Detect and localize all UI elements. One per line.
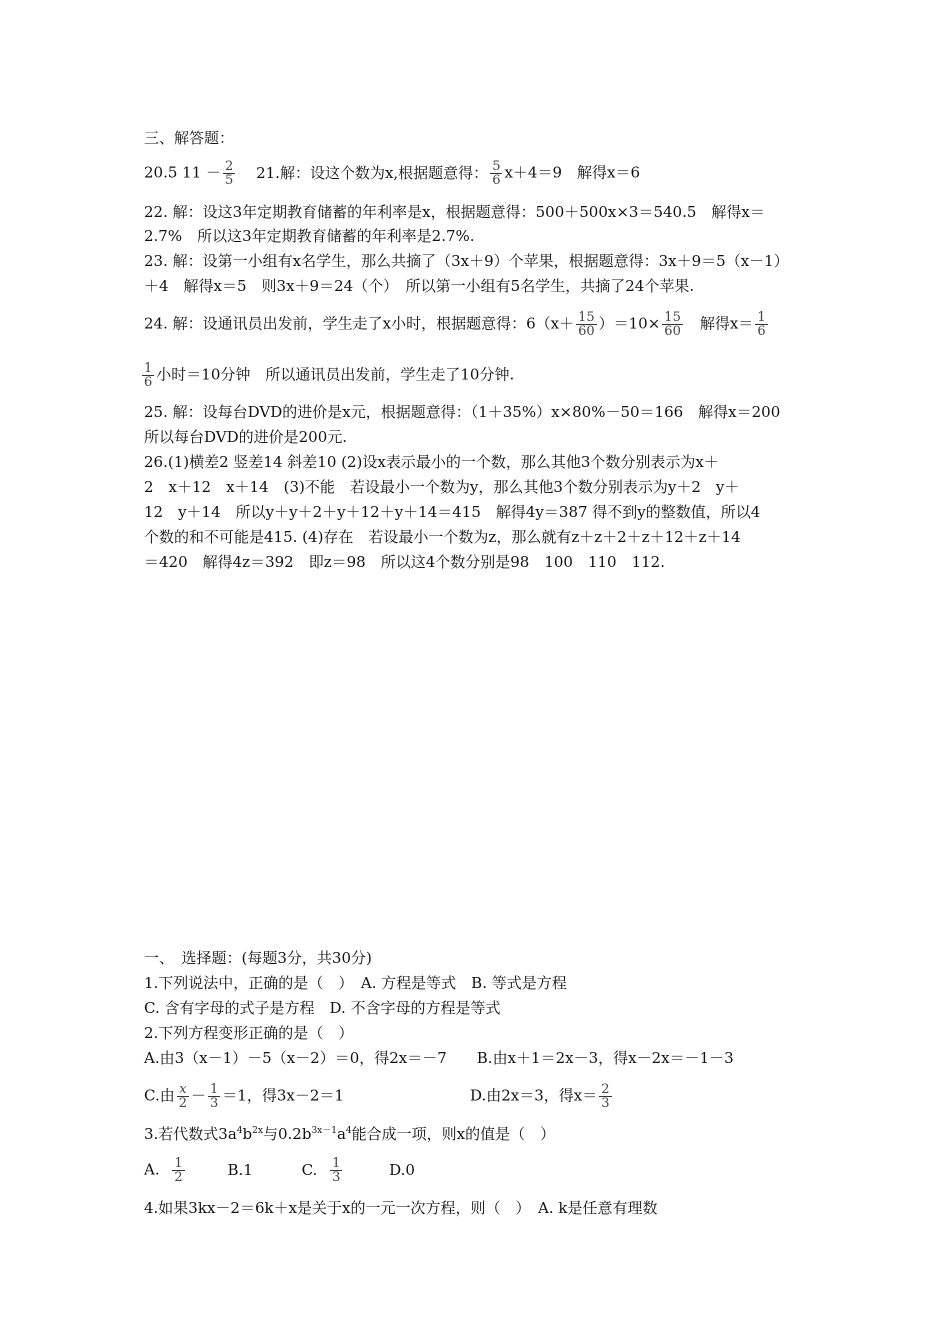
answer-26-line-5: ＝420 解得4z＝392 即z＝98 所以这4个数分别是98 100 110 112.: [144, 553, 665, 571]
question-2-option-d: [470, 1083, 614, 1110]
answer-23-line-1: 23. 解：设第一小组有x名学生，那么共摘了（3x＋9）个苹果，根据题意得：3x＋9＝5（x－1）: [144, 252, 789, 270]
fraction: $\frac{1}{3}$: [210, 1082, 219, 1111]
fraction: $\frac{1}{3}$: [332, 1156, 341, 1185]
question-2-option-c: [144, 1083, 344, 1110]
answer-26-line-4: 个数的和不可能是415. (4)存在 若设最小一个数为z，那么就有z＋z＋2＋z＋12＋z＋14: [144, 528, 741, 546]
option-a-label: A.: [144, 1160, 160, 1179]
answer-21-text: 21.解：设这个数为x,根据题意得：: [256, 163, 489, 182]
fraction: $\frac{1}{6}$: [144, 361, 153, 390]
minus-sign: －: [191, 1086, 207, 1105]
question-1: 1.下列说法中，正确的是（ ） A. 方程是等式 B. 等式是方程: [144, 974, 567, 992]
q3-text: 与0.2b: [262, 1125, 312, 1143]
fraction: $\frac{15}{60}$: [578, 310, 595, 339]
answer-24-text: 24. 解：设通讯员出发前，学生走了x小时，根据题意得：6（x＋: [144, 314, 575, 333]
option-d: D.0: [389, 1160, 415, 1179]
question-3-options: [144, 1157, 415, 1184]
fraction: $\frac{2}{5}$: [225, 159, 234, 188]
question-2: 2.下列方程变形正确的是（ ）: [144, 1024, 354, 1042]
answers-heading: 三、解答题：: [144, 129, 235, 147]
exponent: 4: [345, 1126, 352, 1136]
exponent: 4: [236, 1126, 243, 1136]
option-b: B.1: [227, 1160, 253, 1179]
fraction: $\frac{1}{2}$: [174, 1156, 183, 1185]
answer-line-20-21: [144, 160, 640, 187]
question-4: 4.如果3kx－2＝6k＋x是关于x的一元一次方程，则（ ） A. k是任意有理数: [144, 1199, 658, 1217]
answer-24-conclusion: 小时＝10分钟 所以通讯员出发前，学生走了10分钟.: [156, 365, 515, 384]
question-2-options-ab: A.由3（x－1）－5（x－2）＝0，得2x＝－7 B.由x＋1＝2x－3，得x－2x＝－1－3: [144, 1049, 734, 1067]
exponent: 3x－1: [311, 1126, 337, 1136]
answer-24-solve: 解得x＝: [684, 314, 754, 333]
answer-24-line-2: [142, 362, 514, 389]
option-c-label: C.由: [144, 1086, 175, 1105]
question-1-options: C. 含有字母的式子是方程 D. 不含字母的方程是等式: [144, 999, 501, 1017]
answer-25-line-2: 所以每台DVD的进价是200元.: [144, 428, 348, 446]
fraction: $\frac{1}{6}$: [757, 310, 766, 339]
answer-24-line-1: [144, 311, 770, 338]
answer-23-line-2: ＋4 解得x＝5 则3x＋9＝24（个） 所以第一小组有5名学生，共摘了24个苹果.: [144, 277, 695, 295]
fraction: $\frac{x}{2}$: [178, 1082, 187, 1111]
answer-21-equation: x＋4＝9 解得x＝6: [504, 163, 641, 182]
q3-text: a: [336, 1125, 346, 1143]
fraction: $\frac{5}{6}$: [492, 159, 501, 188]
answer-25-line-1: 25. 解：设每台DVD的进价是x元，根据题意得：（1＋35%）x×80%－50＝166 解得x＝200: [144, 403, 781, 421]
answer-20-text: 20.5 11 －: [144, 163, 222, 182]
option-d-text: D.由2x＝3，得x＝: [470, 1086, 598, 1105]
option-c-equation: ＝1，得3x－2＝1: [222, 1086, 344, 1105]
option-c-label: C.: [301, 1160, 318, 1179]
answer-26-line-1: 26.(1)横差2 竖差14 斜差10 (2)设x表示最小的一个数，那么其他3个数分别表示为x＋: [144, 453, 719, 471]
answer-26-line-2: 2 x＋12 x＋14 (3)不能 若设最小一个数为y，那么其他3个数分别表示为y＋2 y＋: [144, 478, 740, 496]
fraction: $\frac{2}{3}$: [601, 1082, 610, 1111]
questions-heading: 一、 选择题：(每题3分，共30分): [144, 949, 372, 967]
question-3: [144, 1124, 555, 1144]
q3-text: b: [242, 1125, 253, 1143]
answer-22-line-1: 22. 解：设这3年定期教育储蓄的年利率是x，根据题意得：500＋500x×3＝540.5 解得x＝: [144, 203, 765, 221]
q3-text: 能合成一项，则x的值是（ ）: [351, 1125, 556, 1143]
exponent: 2x: [252, 1126, 263, 1136]
answer-22-line-2: 2.7% 所以这3年定期教育储蓄的年利率是2.7%.: [144, 227, 475, 245]
answer-24-mid: ）＝10×: [598, 314, 661, 333]
q3-text: 3.若代数式3a: [144, 1125, 237, 1143]
fraction: $\frac{15}{60}$: [664, 310, 681, 339]
answer-26-line-3: 12 y＋14 所以y＋y＋2＋y＋12＋y＋14＝415 解得4y＝387 得不到y的整数值，所以4: [144, 503, 761, 521]
